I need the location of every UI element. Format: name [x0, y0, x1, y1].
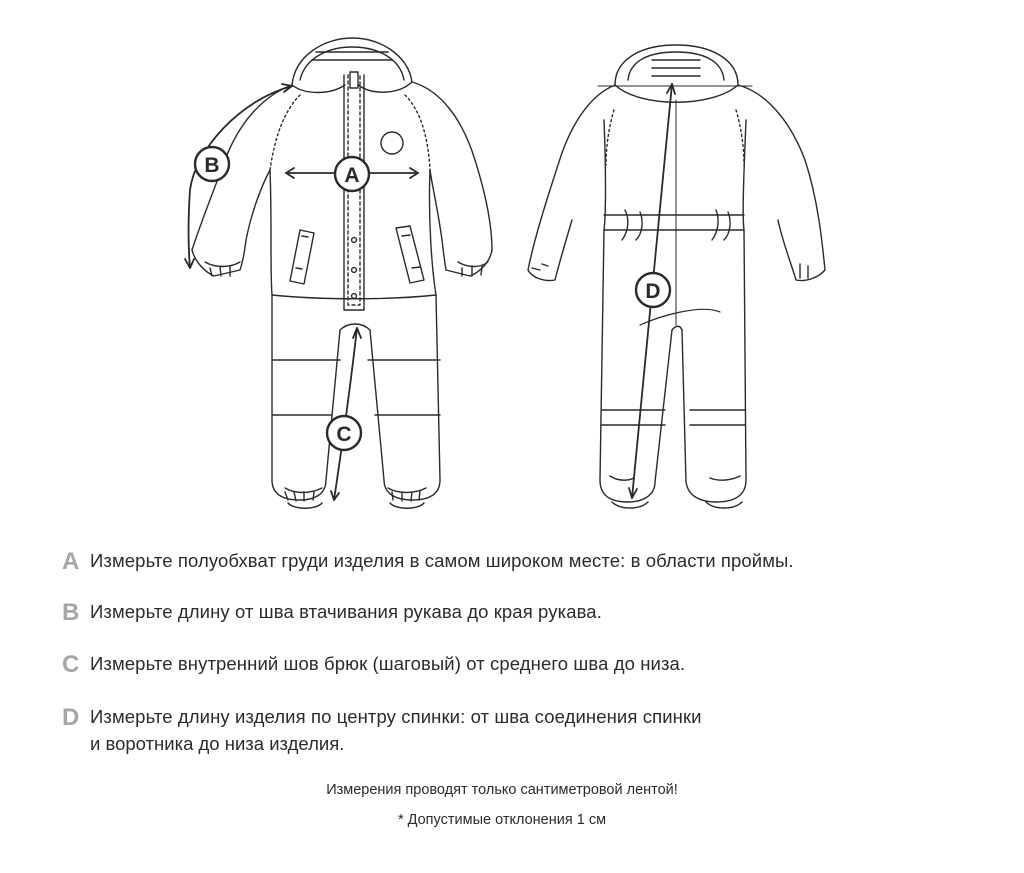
instruction-text: Измерьте длину изделия по центру спинки: от шва соединения спинки	[90, 706, 702, 727]
marker-a	[335, 157, 369, 191]
tolerance-note: * Допустимые отклонения 1 см	[397, 812, 607, 828]
marker-c	[327, 416, 361, 450]
marker-d-label: D	[645, 280, 661, 303]
marker-b-label: B	[204, 154, 220, 177]
instruction-letter: C	[62, 651, 80, 678]
tape-note: Измерения проводят только сантиметровой лентой!	[326, 782, 678, 798]
instruction-text: Измерьте внутренний шов брюк (шаговый) от среднего шва до низа.	[90, 653, 686, 674]
instruction-letter: D	[62, 704, 80, 731]
instruction-letter: A	[62, 548, 80, 575]
instruction-text-continued: и воротника до низа изделия.	[90, 733, 345, 754]
measurement-arrows-front	[185, 84, 418, 500]
marker-c-label: C	[336, 423, 352, 446]
instruction-text: Измерьте полуобхват груди изделия в самом широком месте: в области проймы.	[90, 550, 794, 571]
instruction-d	[62, 704, 702, 756]
instruction-a	[62, 548, 794, 576]
marker-d	[636, 273, 670, 307]
overall-back-view	[528, 45, 825, 508]
marker-a-label: A	[344, 164, 360, 187]
instruction-b	[62, 599, 602, 627]
instruction-c	[62, 651, 685, 679]
instruction-letter: B	[62, 599, 80, 626]
marker-b	[195, 147, 229, 181]
instruction-text: Измерьте длину от шва втачивания рукава до края рукава.	[90, 601, 602, 622]
